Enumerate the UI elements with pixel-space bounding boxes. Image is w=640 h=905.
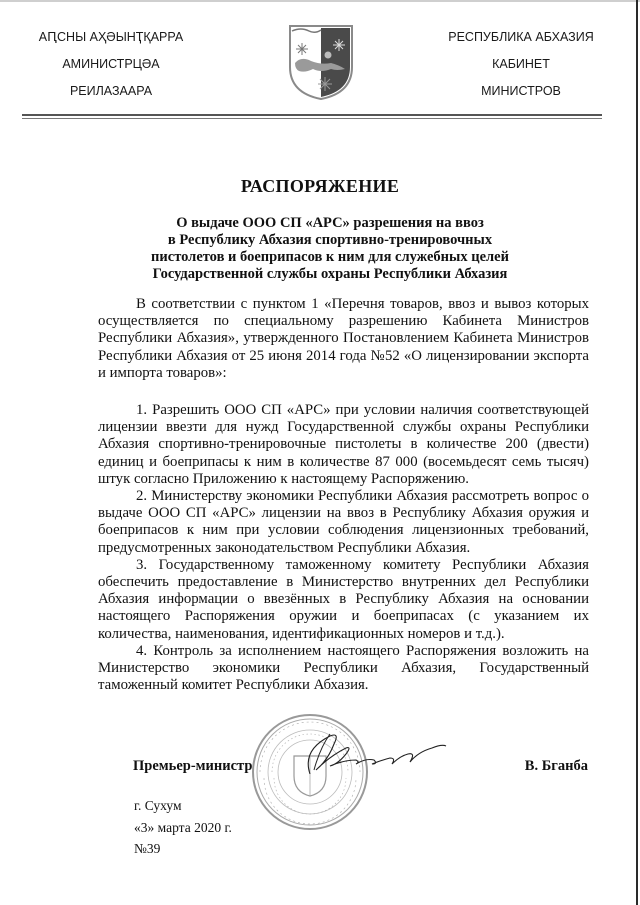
- subject-line-1: О выдаче ООО СП «АРС» разрешения на ввоз: [176, 215, 484, 231]
- header-abkhaz: [36, 24, 186, 105]
- preamble: [98, 296, 589, 382]
- header-divider: [22, 114, 602, 119]
- subject-line-3: пистолетов и боеприпасов к ним для служебных целей: [151, 249, 509, 265]
- preamble-text: В соответствии с пунктом 1 «Перечня товаров, ввоз и вывоз которых осуществляется по специальному разрешению Кабинета Министров Республики Абхазия», утвержденного Постановлением Кабинета Министров Республики Абхазия от 25 июня 2014 года №52 «О лицензировании экспорта и импорта товаров»:: [98, 296, 589, 381]
- document-number: №39: [134, 841, 161, 856]
- scan-edge-right: [636, 0, 638, 905]
- signatory-position: Премьер-министр: [133, 758, 253, 774]
- directive-item-3: 3. Государственному таможенному комитету Республики Абхазия обеспечить предоставление в Министерство внутренних дел Республики Абхазия информации о ввезённых в Республику Абхазия на основании настоящего Распоряжения оружии и боеприпасах (с указанием их количества, наименования, идентификационных номеров и т.д.).: [98, 556, 589, 642]
- header-right-line-1: РЕСПУБЛИКА АБХАЗИЯ: [448, 30, 594, 44]
- directive-item-2: 2. Министерству экономики Республики Абхазия рассмотреть вопрос о выдаче ООО СП «АРС» лицензии на ввоз в Республику Абхазия оружия и боеприпасов к ним при условии соблюдения лицензионных требований, предусмотренных законодательством Республики Абхазия.: [98, 488, 589, 556]
- coat-of-arms-icon: [287, 23, 355, 101]
- scan-edge-top: [0, 0, 640, 2]
- subject-line-2: в Республику Абхазия спортивно-тренировочных: [167, 232, 493, 248]
- directive-item-1: 1. Разрешить ООО СП «АРС» при условии наличия соответствующей лицензии ввезти для нужд Государственной службы охраны Республики Абхазия спортивно-тренировочные пистолеты в количестве 200 (двести) единиц и боеприпасы к ним в количестве 87 000 (восемьдесят семь тысяч) штук согласно Приложению к настоящему Распоряжению.: [98, 402, 589, 487]
- subject-line-4: Государственной службы охраны Республики Абхазия: [152, 266, 508, 282]
- signatory-name: В. Бганба: [524, 758, 588, 774]
- directive-items: [98, 402, 589, 694]
- header-left-line-3: РЕИЛАЗААРА: [69, 84, 153, 98]
- issue-city: г. Сухум: [134, 798, 182, 813]
- document-title: РАСПОРЯЖЕНИЕ: [240, 176, 400, 196]
- issue-date: «3» марта 2020 г.: [134, 819, 232, 835]
- header-right-line-3: МИНИСТРОВ: [481, 84, 561, 98]
- document-footer: [134, 795, 232, 860]
- header-right-line-2: КАБИНЕТ: [492, 57, 550, 71]
- handwritten-signature: [300, 730, 450, 780]
- header-left-line-2: АМИНИСТРЦӘА: [62, 57, 160, 71]
- header-russian: [442, 24, 600, 105]
- directive-item-4: 4. Контроль за исполнением настоящего Распоряжения возложить на Министерство экономики Республики Абхазия, Государственный таможенный комитет Республики Абхазия.: [98, 642, 589, 694]
- document-subject: [100, 215, 560, 283]
- header-left-line-1: АԤСНЫ АҲӘЫНҬҚАРРА: [38, 30, 184, 44]
